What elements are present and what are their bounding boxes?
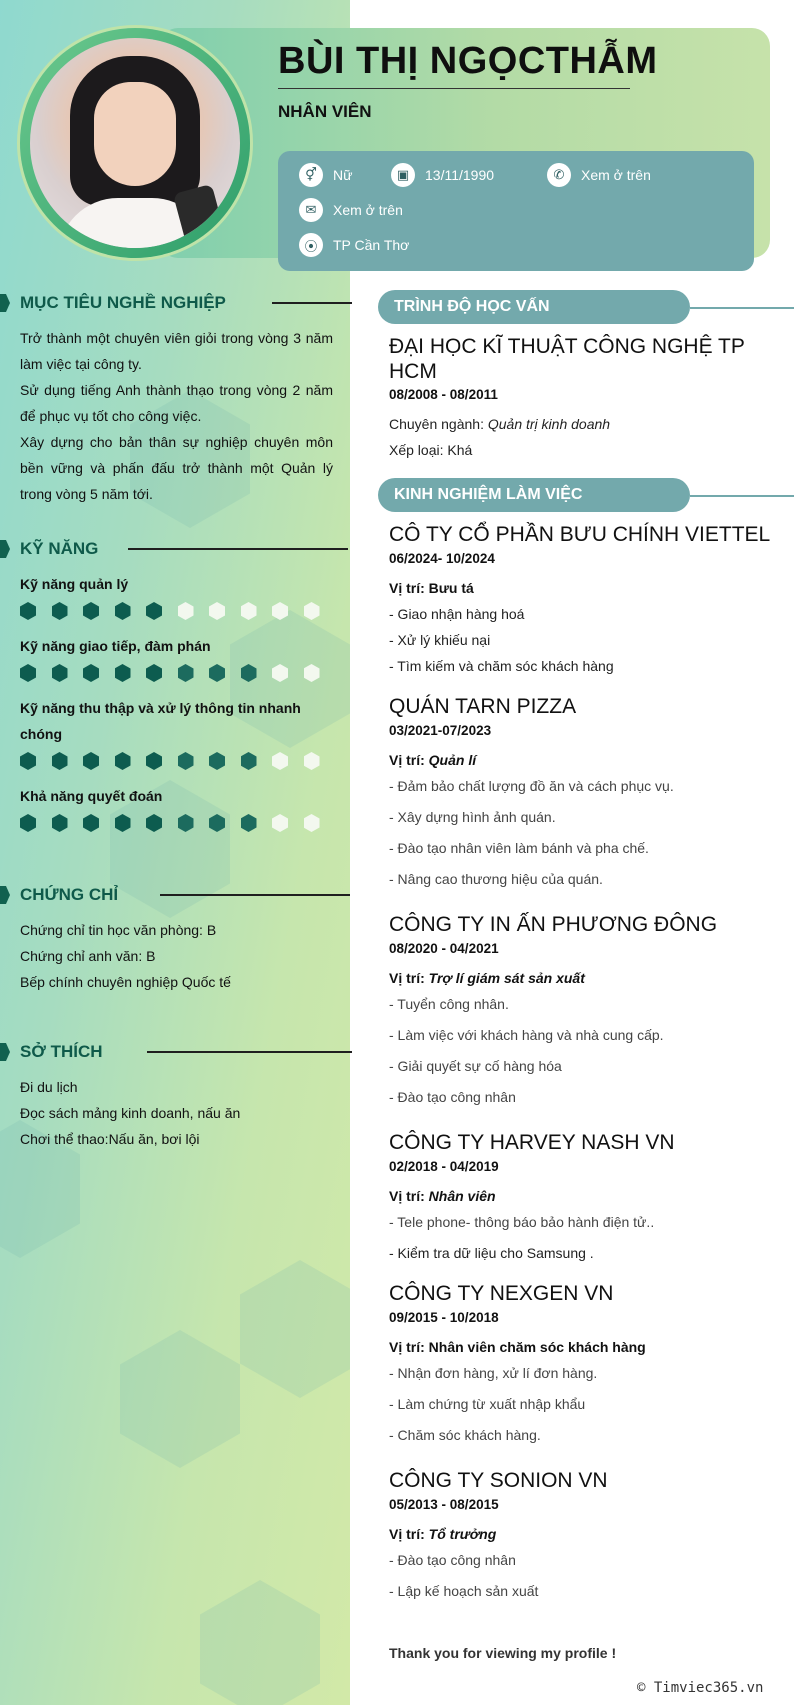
certificates-heading — [0, 885, 350, 905]
rating-filled-hex — [178, 664, 194, 682]
address-value: TP Cần Thơ — [333, 237, 410, 253]
rating-empty-hex — [304, 602, 320, 620]
phone-icon: ✆ — [547, 163, 571, 187]
rating-filled-hex — [52, 664, 68, 682]
position-value: Nhân viên — [428, 1188, 496, 1204]
skill-name: Kỹ năng quản lý — [20, 576, 129, 592]
experience-heading: KINH NGHIỆM LÀM VIỆC — [378, 478, 690, 512]
job-task: - Nhận đơn hàng, xử lí đơn hàng. — [389, 1365, 598, 1381]
job-task: - Xây dựng hình ảnh quán. — [389, 809, 556, 825]
job-dates: 02/2018 - 04/2019 — [389, 1159, 499, 1174]
job-position: Vị trí: Nhân viên chăm sóc khách hàng — [389, 1339, 646, 1355]
candidate-name: BÙI THỊ NGỌCTHẪM — [278, 40, 658, 82]
name-divider — [278, 88, 630, 89]
rating-filled-hex — [115, 664, 131, 682]
email-info — [299, 198, 403, 222]
objective-heading — [0, 293, 352, 313]
calendar-icon: ▣ — [391, 163, 415, 187]
rating-filled-hex — [20, 752, 36, 770]
objective-line: Trở thành một chuyên viên giỏi trong vòng 3 năm làm việc tại công ty. — [20, 330, 333, 372]
section-divider — [690, 495, 794, 497]
phone-info — [547, 163, 651, 187]
job-task: - Tele phone- thông báo bảo hành điện tử.. — [389, 1214, 655, 1230]
job-position: Vị trí: Nhân viên — [389, 1188, 496, 1204]
job-dates: 05/2013 - 08/2015 — [389, 1497, 499, 1512]
rating-filled-hex — [209, 752, 225, 770]
objective-text — [20, 325, 333, 507]
rating-filled-hex — [115, 814, 131, 832]
rating-empty-hex — [272, 602, 288, 620]
rating-filled-hex — [20, 602, 36, 620]
email-value: Xem ở trên — [333, 202, 403, 218]
thanks-note: Thank you for viewing my profile ! — [389, 1645, 617, 1661]
rating-filled-hex — [146, 752, 162, 770]
rating-filled-hex — [178, 752, 194, 770]
job-task: - Kiểm tra dữ liệu cho Samsung . — [389, 1245, 594, 1261]
skills-title: KỸ NĂNG — [20, 539, 99, 558]
job-task: - Chăm sóc khách hàng. — [389, 1427, 541, 1443]
skill-rating — [20, 664, 320, 682]
company-name: QUÁN TARN PIZZA — [389, 695, 577, 718]
job-dates: 03/2021-07/2023 — [389, 723, 492, 738]
objective-line: Sử dụng tiếng Anh thành thạo trong vòng 2 năm để phục vụ tốt cho công việc. — [20, 382, 333, 424]
rating-filled-hex — [52, 602, 68, 620]
hobby-item: Đi du lịch — [20, 1079, 78, 1095]
rating-filled-hex — [146, 814, 162, 832]
phone-value: Xem ở trên — [581, 167, 651, 183]
hobby-item: Chơi thể thao:Nấu ăn, bơi lội — [20, 1131, 200, 1147]
section-marker-icon — [0, 1043, 10, 1061]
objective-title: MỤC TIÊU NGHỀ NGHIỆP — [20, 293, 226, 312]
education-heading: TRÌNH ĐỘ HỌC VẤN — [378, 290, 690, 324]
job-dates: 06/2024- 10/2024 — [389, 551, 495, 566]
copyright-watermark: © Timviec365.vn — [637, 1680, 764, 1696]
gender-value: Nữ — [333, 167, 353, 183]
section-divider — [147, 1051, 352, 1053]
section-marker-icon — [0, 886, 10, 904]
hobbies-title: SỞ THÍCH — [20, 1042, 103, 1061]
rating-filled-hex — [115, 752, 131, 770]
rating-empty-hex — [304, 664, 320, 682]
job-task: - Nâng cao thương hiệu của quán. — [389, 871, 603, 887]
skill-rating — [20, 752, 320, 770]
job-task: - Đào tạo nhân viên làm bánh và pha chế. — [389, 840, 649, 856]
skill-name: Khả năng quyết đoán — [20, 788, 163, 804]
job-position: Vị trí: Bưu tá — [389, 580, 474, 596]
job-task: - Lập kế hoạch sản xuất — [389, 1583, 539, 1599]
company-name: CÔNG TY SONION VN — [389, 1469, 608, 1492]
section-marker-icon — [0, 540, 10, 558]
section-marker-icon — [0, 294, 10, 312]
skills-heading — [0, 539, 348, 559]
rating-filled-hex — [83, 664, 99, 682]
education-rank: Xếp loại: Khá — [389, 442, 473, 458]
company-name: CÔNG TY NEXGEN VN — [389, 1282, 614, 1305]
rating-filled-hex — [241, 664, 257, 682]
job-position: Vị trí: Trợ lí giám sát sản xuất — [389, 970, 585, 986]
job-task: - Làm việc với khách hàng và nhà cung cấp. — [389, 1027, 664, 1043]
skill-name: Kỹ năng giao tiếp, đàm phán — [20, 638, 211, 654]
job-title: NHÂN VIÊN — [278, 102, 372, 121]
job-task: - Tìm kiếm và chăm sóc khách hàng — [389, 658, 614, 674]
company-name: CÔNG TY HARVEY NASH VN — [389, 1131, 675, 1154]
rating-filled-hex — [83, 814, 99, 832]
rating-filled-hex — [83, 602, 99, 620]
hobbies-list — [20, 1074, 240, 1152]
gender-info — [299, 163, 352, 187]
certificate-item: Bếp chính chuyên nghiệp Quốc tế — [20, 974, 231, 990]
rating-filled-hex — [115, 602, 131, 620]
job-task: - Đào tạo công nhân — [389, 1089, 516, 1105]
certificate-item: Chứng chỉ anh văn: B — [20, 948, 156, 964]
profile-photo — [20, 28, 250, 258]
rating-filled-hex — [209, 814, 225, 832]
rating-filled-hex — [146, 664, 162, 682]
mail-icon: ✉ — [299, 198, 323, 222]
rating-empty-hex — [209, 602, 225, 620]
job-position: Vị trí: Quản lí — [389, 752, 477, 768]
objective-line: Xây dựng cho bản thân sự nghiệp chuyên môn bền vững và phấn đấu trở thành một Quản lý trong vòng 5 năm tới. — [20, 434, 333, 502]
certificate-item: Chứng chỉ tin học văn phòng: B — [20, 922, 217, 938]
section-divider — [128, 548, 348, 550]
certificates-title: CHỨNG CHỈ — [20, 885, 119, 904]
address-info — [299, 233, 409, 257]
rating-empty-hex — [304, 752, 320, 770]
rating-empty-hex — [272, 664, 288, 682]
rating-filled-hex — [241, 752, 257, 770]
rating-filled-hex — [20, 664, 36, 682]
rating-filled-hex — [146, 602, 162, 620]
hobby-item: Đọc sách mảng kinh doanh, nấu ăn — [20, 1105, 241, 1121]
skill-rating — [20, 814, 320, 832]
rating-empty-hex — [241, 602, 257, 620]
job-task: - Giải quyết sự cố hàng hóa — [389, 1058, 562, 1074]
job-task: - Tuyển công nhân. — [389, 996, 509, 1012]
position-value: Trợ lí giám sát sản xuất — [428, 970, 585, 986]
rating-empty-hex — [304, 814, 320, 832]
education-dates: 08/2008 - 08/2011 — [389, 387, 498, 402]
job-dates: 09/2015 - 10/2018 — [389, 1310, 499, 1325]
company-name: CÔNG TY IN ẤN PHƯƠNG ĐÔNG — [389, 913, 718, 936]
rating-filled-hex — [52, 752, 68, 770]
major-label: Chuyên ngành: — [389, 416, 488, 432]
gender-icon: ⚥ — [299, 163, 323, 187]
birthday-info — [391, 163, 494, 187]
job-task: - Xử lý khiếu nại — [389, 632, 491, 648]
rating-filled-hex — [83, 752, 99, 770]
position-value: Tổ trưởng — [428, 1526, 497, 1542]
company-name: CÔ TY CỔ PHẦN BƯU CHÍNH VIETTEL — [389, 523, 771, 546]
job-dates: 08/2020 - 04/2021 — [389, 941, 499, 956]
birthday-value: 13/11/1990 — [425, 167, 495, 183]
hobbies-heading — [0, 1042, 352, 1062]
certificates-list — [20, 917, 231, 995]
rating-filled-hex — [241, 814, 257, 832]
rating-filled-hex — [178, 814, 194, 832]
job-task: - Đảm bảo chất lượng đồ ăn và cách phục vụ. — [389, 778, 674, 794]
rating-filled-hex — [52, 814, 68, 832]
skill-rating — [20, 602, 320, 620]
rating-filled-hex — [209, 664, 225, 682]
section-divider — [690, 307, 794, 309]
major-value: Quản trị kinh doanh — [487, 416, 611, 432]
position-value: Bưu tá — [428, 580, 474, 596]
section-divider — [272, 302, 352, 304]
job-position: Vị trí: Tổ trưởng — [389, 1526, 497, 1542]
job-task: - Đào tạo công nhân — [389, 1552, 516, 1568]
education-major — [389, 416, 610, 432]
location-pin-icon: ⦿ — [299, 233, 323, 257]
position-value: Quản lí — [428, 752, 477, 768]
section-divider — [160, 894, 350, 896]
job-task: - Làm chứng từ xuất nhập khẩu — [389, 1396, 586, 1412]
rating-empty-hex — [178, 602, 194, 620]
rating-empty-hex — [272, 752, 288, 770]
skill-name: Kỹ năng thu thập và xử lý thông tin nhanh chóng — [20, 700, 301, 742]
position-value: Nhân viên chăm sóc khách hàng — [428, 1339, 646, 1355]
rating-filled-hex — [20, 814, 36, 832]
job-task: - Giao nhận hàng hoá — [389, 606, 525, 622]
rating-empty-hex — [272, 814, 288, 832]
school-name: ĐẠI HỌC KĨ THUẬT CÔNG NGHỆ TP HCM — [389, 335, 745, 383]
